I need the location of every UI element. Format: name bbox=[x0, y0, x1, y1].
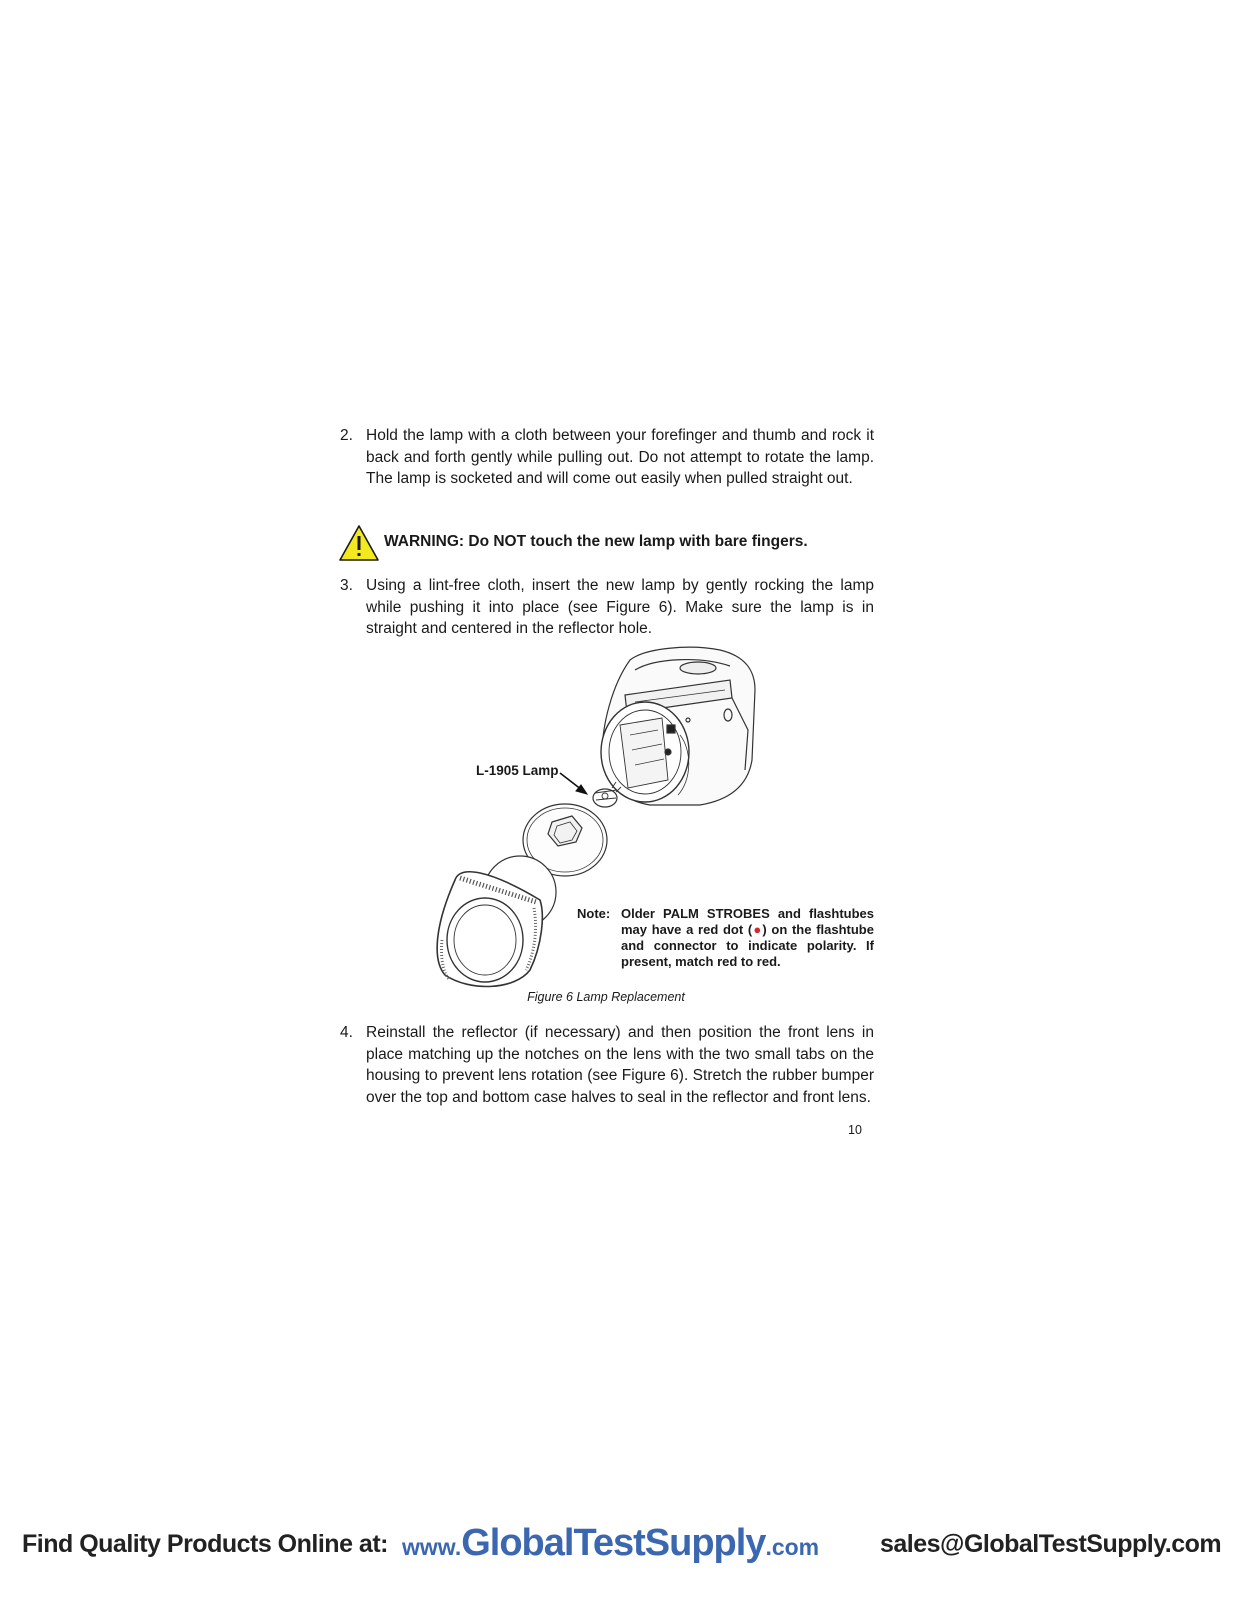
step-2 bbox=[340, 425, 874, 490]
step-number: 4. bbox=[340, 1024, 353, 1041]
red-dot-icon: ● bbox=[752, 922, 763, 937]
lamp-label: L-1905 Lamp bbox=[476, 763, 559, 778]
page-number: 10 bbox=[848, 1123, 862, 1137]
step-text: Using a lint-free cloth, insert the new lamp by gently rocking the lamp while pushing it into place (see Figure 6). Make sure the lamp is in straight and centered in the reflector hole. bbox=[366, 577, 874, 637]
footer-tagline: Find Quality Products Online at: bbox=[22, 1530, 388, 1558]
step-number: 3. bbox=[340, 577, 353, 594]
figure-caption: Figure 6 Lamp Replacement bbox=[527, 990, 685, 1004]
note-label: Note: bbox=[577, 906, 611, 921]
step-text: Hold the lamp with a cloth between your forefinger and thumb and rock it back and forth gently while pulling out. Do not attempt to rotate the lamp. The lamp is socketed and will come out easily when pulled straight out. bbox=[366, 427, 874, 487]
strobe-body bbox=[601, 647, 755, 805]
note-text bbox=[621, 906, 874, 970]
website-prefix: www. bbox=[402, 1534, 462, 1560]
warning-callout bbox=[338, 524, 878, 564]
step-number: 2. bbox=[340, 427, 353, 444]
step-text: Reinstall the reflector (if necessary) and then position the front lens in place matching up the notches on the lens with the two small tabs on the housing to prevent lens rotation (see Figure 6). Stretch the rubber bumper over the top and bottom case halves to seal in the reflector and front lens. bbox=[366, 1024, 874, 1106]
website-brand: GlobalTestSupply bbox=[461, 1522, 766, 1564]
website-suffix: .com bbox=[765, 1534, 820, 1560]
step-4 bbox=[340, 1022, 874, 1108]
sales-email-link[interactable]: sales@GlobalTestSupply.com bbox=[880, 1530, 1222, 1558]
footer-banner bbox=[0, 1522, 1237, 1566]
note-text-before: Older PALM STROBES and flashtubes may have a red dot ( bbox=[621, 906, 874, 937]
note-text-after: ) on the flashtube and connector to indicate polarity. If present, match red to red. bbox=[621, 922, 874, 969]
warning-text: WARNING: Do NOT touch the new lamp with bare fingers. bbox=[384, 533, 808, 550]
website-link[interactable] bbox=[402, 1522, 819, 1565]
step-3 bbox=[340, 575, 874, 640]
warning-triangle-icon bbox=[338, 524, 380, 562]
polarity-note bbox=[577, 906, 874, 970]
